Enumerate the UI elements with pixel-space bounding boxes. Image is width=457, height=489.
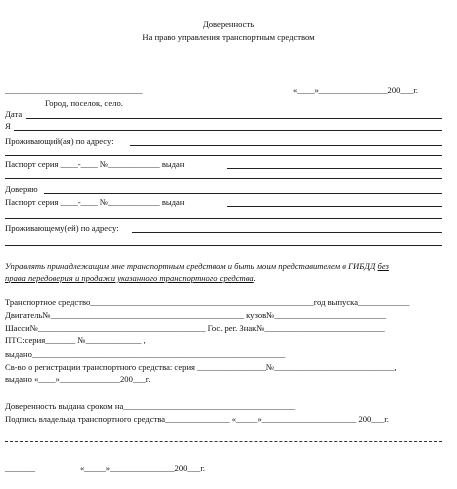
passport-extra-line-2 (5, 218, 442, 219)
authority-plain: Управлять принадлежащим мне транспортным средством и быть моим представителем в ГИБДД (5, 261, 378, 271)
passport-line-2: Паспорт серия ____-____ №____________ выдан (5, 197, 185, 207)
owner-signature-line: Подпись владельца транспортного средства_______________ «_____»______________________ 200___г. (5, 414, 389, 424)
doc-title: Доверенность (202, 19, 255, 29)
cut-line (5, 441, 442, 442)
engine-line: Двигатель№_____________________________________________ кузов№__________________________ (5, 310, 387, 320)
issued-line-2: выдано «____»______________200___г. (5, 374, 151, 384)
reg-cert-line: Св-во о регистрации транспортного средства: серия ________________№____________________________, (5, 362, 397, 372)
authority-end: . (253, 273, 256, 283)
i-label: Я (5, 121, 11, 131)
issued-line-1: выдано___________________________________________________________ (5, 349, 286, 359)
authority-underlined-2: права передоверия и продажи указанного транспортного средства (5, 273, 254, 283)
residing-label-1: Проживающий(ая) по адресу: (5, 136, 114, 146)
name-line (14, 130, 442, 131)
residing-label-2: Проживающему(ей) по адресу: (5, 223, 119, 233)
address-line-2a (132, 232, 442, 233)
trustee-name-line (44, 193, 442, 194)
address-line-1b (5, 155, 442, 156)
valid-for-line: Доверенность выдана сроком на________________________________________ (5, 401, 296, 411)
date-header: «____»________________200___г. (293, 85, 419, 95)
authority-underlined-1: без (377, 261, 389, 271)
date-line (26, 118, 442, 119)
pts-line: ПТС:серия_______ №_____________ , (5, 335, 146, 345)
passport-line-1: Паспорт серия ____-____ №____________ выдан (5, 159, 185, 169)
date-label: Дата (5, 109, 23, 119)
address-line-2b (5, 245, 442, 246)
passport-issued-line-2 (227, 206, 442, 207)
bottom-blank: _______ (5, 463, 36, 473)
trust-label: Доверяю (5, 184, 38, 194)
chassis-line: Шасси№_______________________________________ Гос. рег. Знак№____________________________ (5, 323, 385, 333)
doc-subtitle: На право управления транспортным средством (142, 32, 315, 42)
authority-text-1 (5, 262, 389, 271)
city-caption: Город, поселок, село. (45, 98, 123, 108)
city-blank: ________________________________ (5, 85, 143, 95)
authority-text-2 (5, 274, 256, 283)
passport-issued-line-1 (227, 168, 442, 169)
address-line-1a (130, 145, 442, 146)
passport-extra-line-1 (5, 178, 442, 179)
vehicle-line: Транспортное средство____________________________________________________год выпуска____________ (5, 297, 410, 307)
bottom-date: «_____»_______________200___г. (80, 463, 206, 473)
